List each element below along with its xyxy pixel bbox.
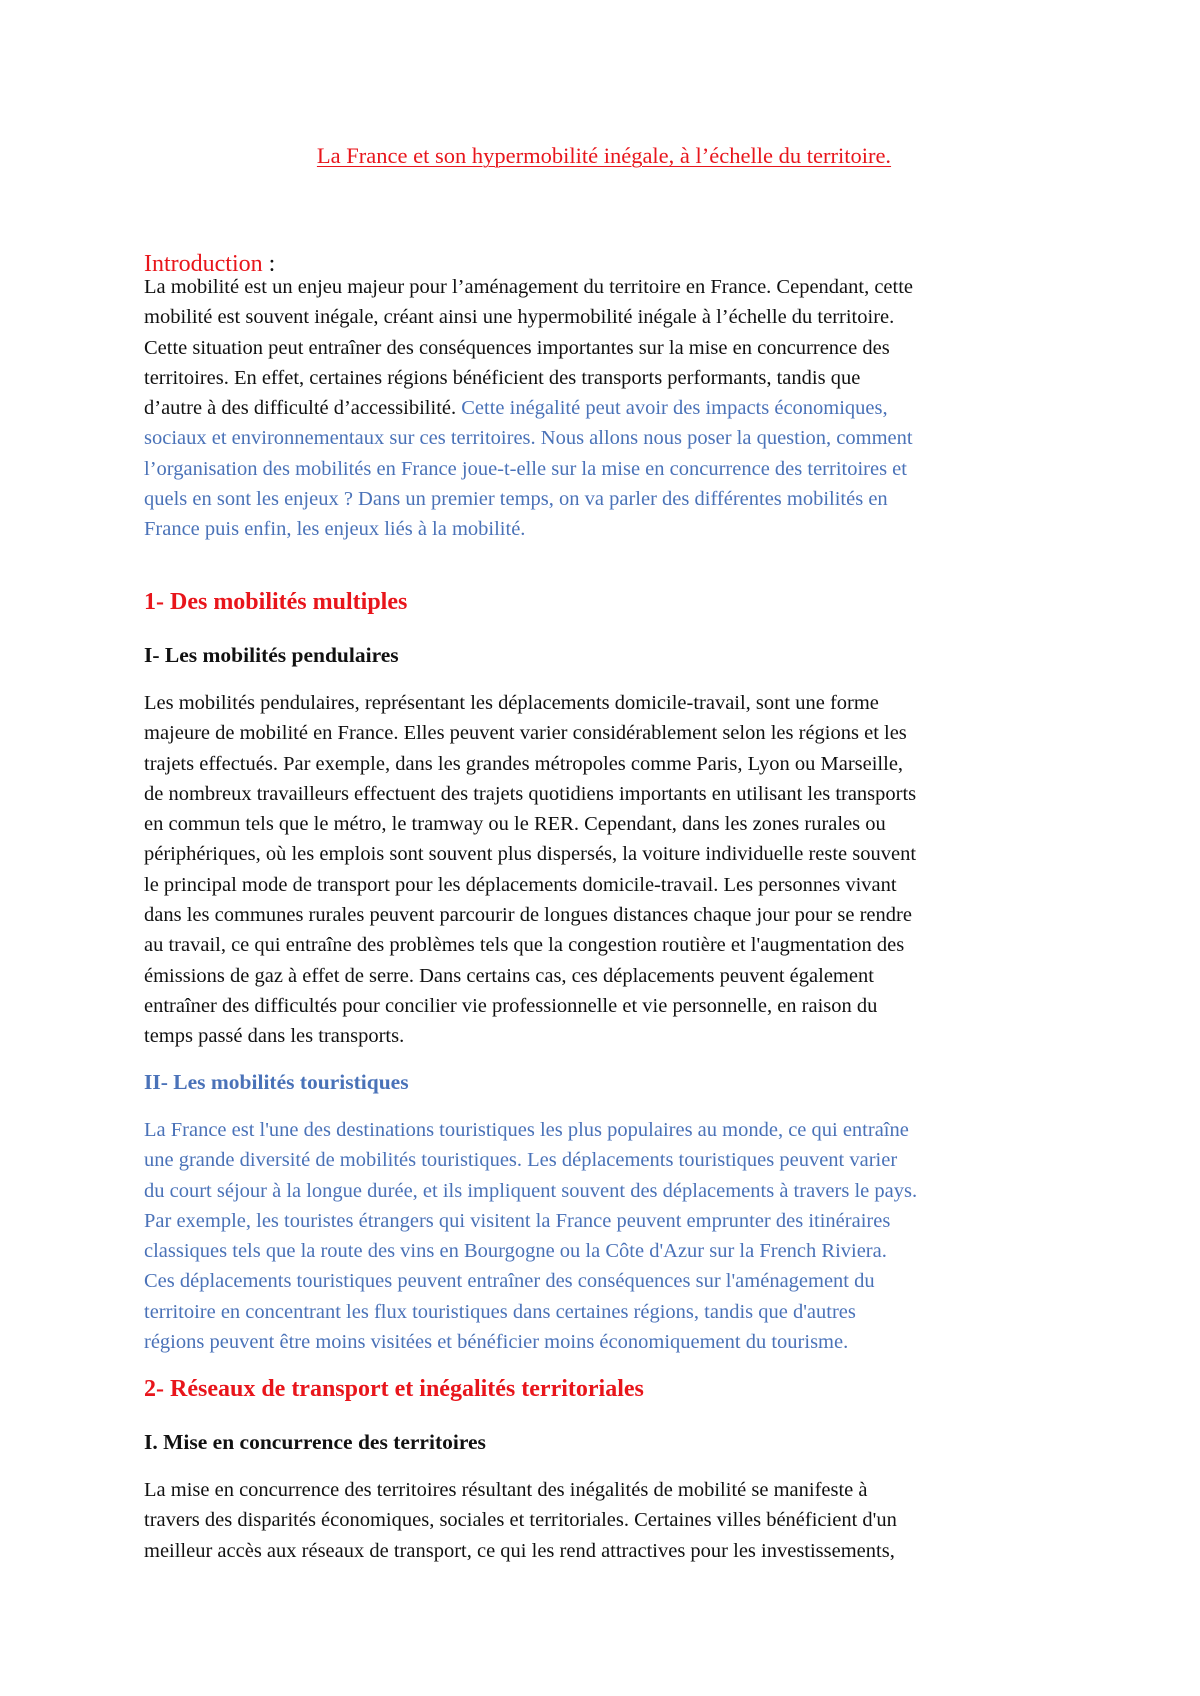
subsection-heading: II- Les mobilités touristiques (144, 1070, 409, 1094)
paragraph-line: mobilité est souvent inégale, créant ainsi une hypermobilité inégale à l’échelle du territoire. (144, 306, 895, 329)
highlighted-text: Cette inégalité peut avoir des impacts économiques, (461, 397, 888, 420)
paragraph-line: de nombreux travailleurs effectuent des trajets quotidiens importants en utilisant les transports (144, 782, 917, 805)
paragraph-line: au travail, ce qui entraîne des problèmes tels que la congestion routière et l'augmentation des (144, 934, 905, 957)
paragraph-line: entraîner des difficultés pour concilier vie professionnelle et vie personnelle, en raison du (144, 994, 878, 1017)
paragraph-line: Cette situation peut entraîner des conséquences importantes sur la mise en concurrence des (144, 336, 890, 359)
pendulaires-paragraph (144, 688, 1064, 1052)
paragraph-line: temps passé dans les transports. (144, 1025, 405, 1048)
section-heading: 2- Réseaux de transport et inégalités territoriales (144, 1376, 644, 1402)
paragraph-line: classiques tels que la route des vins en Bourgogne ou la Côte d'Azur sur la French Riviera. (144, 1240, 887, 1263)
paragraph-line: Ces déplacements touristiques peuvent entraîner des conséquences sur l'aménagement du (144, 1270, 875, 1293)
introduction-paragraph (144, 272, 1064, 545)
paragraph-line: une grande diversité de mobilités touristiques. Les déplacements touristiques peuvent varier (144, 1149, 898, 1172)
paragraph-line (144, 393, 1064, 423)
paragraph-line: travers des disparités économiques, sociales et territoriales. Certaines villes bénéficient d'un (144, 1509, 897, 1532)
introduction-heading-label: Introduction (144, 251, 263, 277)
paragraph-line: émissions de gaz à effet de serre. Dans certains cas, ces déplacements peuvent également (144, 964, 874, 987)
highlighted-line: France puis enfin, les enjeux liés à la mobilité. (144, 518, 526, 541)
paragraph-line: La France est l'une des destinations touristiques les plus populaires au monde, ce qui entraîne (144, 1119, 909, 1141)
introduction-heading-colon: : (262, 251, 276, 277)
highlighted-line: quels en sont les enjeux ? Dans un premier temps, on va parler des différentes mobilités en (144, 488, 888, 511)
paragraph-line: Les mobilités pendulaires, représentant les déplacements domicile-travail, sont une forme (144, 692, 879, 714)
concurrence-paragraph (144, 1475, 1064, 1566)
paragraph-text: d’autre à des difficulté d’accessibilité. (144, 397, 462, 420)
touristiques-paragraph (144, 1115, 1064, 1357)
highlighted-line: sociaux et environnementaux sur ces territoires. Nous allons nous poser la question, comment (144, 427, 913, 450)
paragraph-line: périphériques, où les emplois sont souvent plus dispersés, la voiture individuelle reste souvent (144, 843, 917, 866)
paragraph-line: majeure de mobilité en France. Elles peuvent varier considérablement selon les régions et les (144, 722, 907, 745)
document-title: La France et son hypermobilité inégale, à l’échelle du territoire. (316, 143, 892, 168)
paragraph-line: dans les communes rurales peuvent parcourir de longues distances chaque jour pour se rendre (144, 904, 912, 927)
paragraph-line: en commun tels que le métro, le tramway ou le RER. Cependant, dans les zones rurales ou (144, 813, 886, 836)
paragraph-line: territoires. En effet, certaines régions bénéficient des transports performants, tandis que (144, 366, 861, 389)
paragraph-line: le principal mode de transport pour les déplacements domicile-travail. Les personnes vivant (144, 873, 897, 896)
subsection-heading: I. Mise en concurrence des territoires (144, 1430, 486, 1454)
paragraph-line: meilleur accès aux réseaux de transport, ce qui les rend attractives pour les investissements, (144, 1539, 895, 1562)
paragraph-line: trajets effectués. Par exemple, dans les grandes métropoles comme Paris, Lyon ou Marseille, (144, 752, 904, 775)
subsection-heading: I- Les mobilités pendulaires (144, 643, 399, 667)
paragraph-line: territoire en concentrant les flux touristiques dans certaines régions, tandis que d'autres (144, 1300, 856, 1323)
section-heading: 1- Des mobilités multiples (144, 589, 408, 615)
paragraph-line: La mise en concurrence des territoires résultant des inégalités de mobilité se manifeste à (144, 1479, 868, 1501)
paragraph-line: La mobilité est un enjeu majeur pour l’aménagement du territoire en France. Cependant, cette (144, 276, 914, 298)
highlighted-line: l’organisation des mobilités en France joue-t-elle sur la mise en concurrence des territoires et (144, 457, 907, 480)
paragraph-line: régions peuvent être moins visitées et bénéficier moins économiquement du tourisme. (144, 1331, 849, 1354)
paragraph-line: Par exemple, les touristes étrangers qui visitent la France peuvent emprunter des itinéraires (144, 1209, 891, 1232)
paragraph-line: du court séjour à la longue durée, et ils impliquent souvent des déplacements à travers le pays. (144, 1179, 918, 1202)
